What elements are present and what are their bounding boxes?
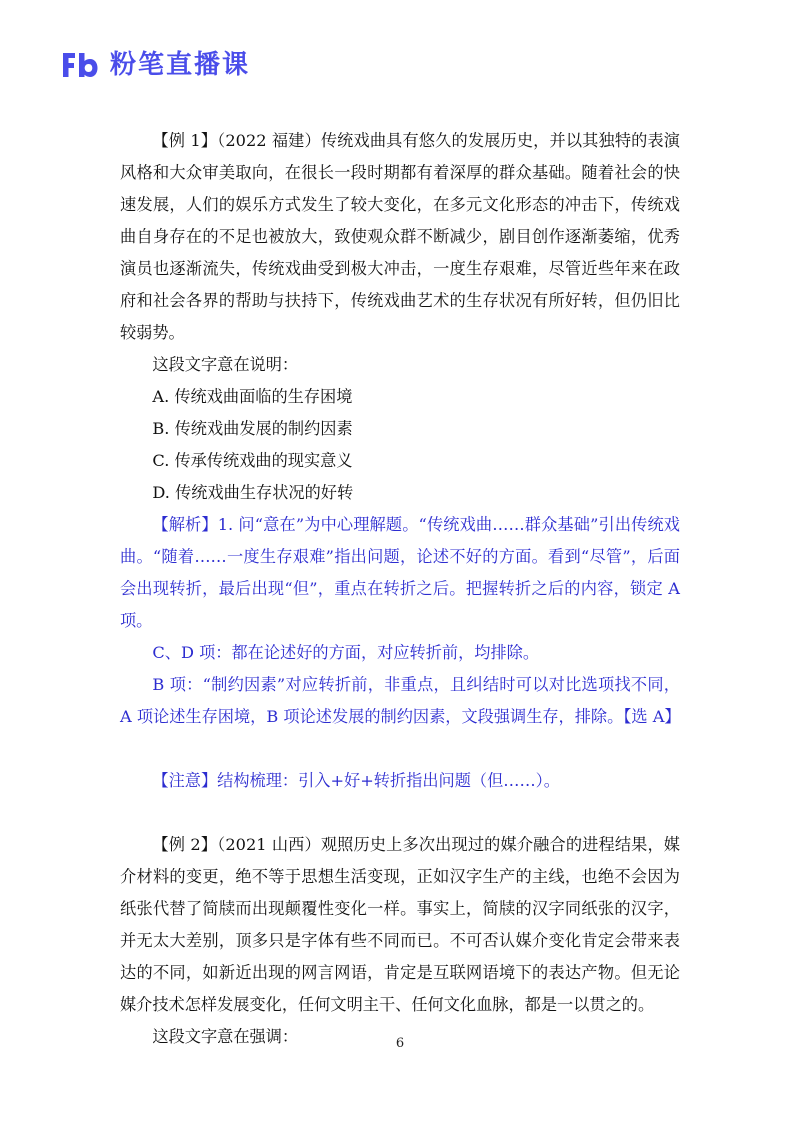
example-2-question: 【例 2】（2021 山西）观照历史上多次出现过的媒介融合的进程结果，媒介材料的变更，绝不等于思想生活变现，正如汉字生产的主线，也绝不会因为纸张代替了简牍而出现颠覆性变化一样。事实上，简牍的汉字同纸张的汉字，并无太大差别，顶多只是字体有些不同而已。不可否认媒介变化肯定会带来表达的不同，如新近出现的网言网语，肯定是互联网语境下的表达产物。但无论媒介技术怎样发展变化，任何文明主干、任何文化血脉，都是一以贯之的。 — [120, 835, 680, 1014]
example-1-analysis-cd: C、D 项：都在论述好的方面，对应转折前，均排除。 — [152, 643, 540, 662]
brand-logo — [60, 48, 250, 82]
example-1-option-a: A. 传统戏曲面临的生存困境 — [152, 387, 353, 406]
example-2-prompt: 这段文字意在强调： — [152, 1027, 299, 1046]
section-gap — [120, 733, 680, 765]
brand-name: 粉笔直播课 — [110, 50, 251, 80]
page-number: 6 — [395, 1036, 405, 1051]
example-1-option-d: D. 传统戏曲生存状况的好转 — [152, 483, 354, 502]
fenbi-logo-icon — [60, 50, 100, 80]
example-1-note: 【注意】结构梳理：引入+好+转折指出问题（但……）。 — [152, 771, 560, 790]
example-1-analysis-main: 【解析】1. 问“意在”为中心理解题。“传统戏曲……群众基础”引出传统戏曲。“随着……一度生存艰难”指出问题，论述不好的方面。看到“尽管”，后面会出现转折，最后出现“但”，重点在转折之后。把握转折之后的内容，锁定 A 项。 — [120, 515, 680, 630]
example-1-analysis-b: B 项：“制约因素”对应转折前，非重点，且纠结时可以对比选项找不同，A 项论述生存困境，B 项论述发展的制约因素，文段强调生存，排除。【选 A】 — [120, 675, 681, 726]
example-1-option-c: C. 传承传统戏曲的现实意义 — [152, 451, 353, 470]
document-body — [120, 125, 680, 1053]
example-1-option-b: B. 传统戏曲发展的制约因素 — [152, 419, 353, 438]
example-1-question: 【例 1】（2022 福建）传统戏曲具有悠久的发展历史，并以其独特的表演风格和大众审美取向，在很长一段时期都有着深厚的群众基础。随着社会的快速发展，人们的娱乐方式发生了较大变化，在多元文化形态的冲击下，传统戏曲自身存在的不足也被放大，致使观众群不断减少，剧目创作逐渐萎缩，优秀演员也逐渐流失，传统戏曲受到极大冲击，一度生存艰难，尽管近些年来在政府和社会各界的帮助与扶持下，传统戏曲艺术的生存状况有所好转，但仍旧比较弱势。 — [120, 131, 680, 342]
section-gap — [120, 797, 680, 829]
example-1-prompt: 这段文字意在说明： — [152, 355, 299, 374]
